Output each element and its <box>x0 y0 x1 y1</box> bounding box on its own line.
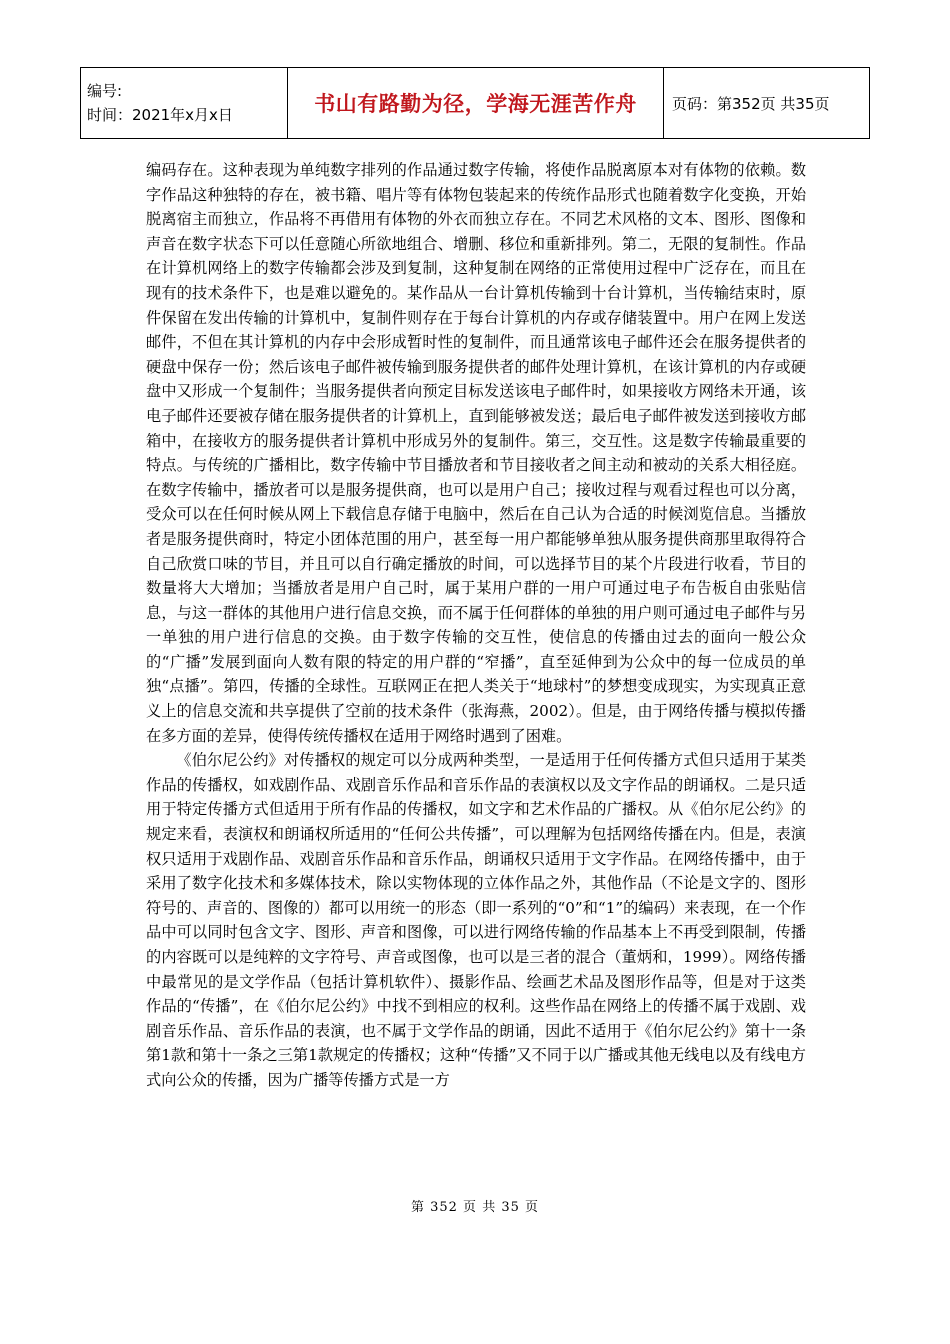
header-meta <box>81 68 288 139</box>
page-footer: 第 352 页 共 35 页 <box>410 1200 540 1215</box>
code-label: 编号: <box>87 82 123 100</box>
document-header <box>80 67 870 139</box>
date-label: 时间：2021年x月x日 <box>87 106 233 124</box>
header-motto: 书山有路勤为径，学海无涯苦作舟 <box>288 68 664 139</box>
body-paragraph: 编码存在。这种表现为单纯数字排列的作品通过数字传输，将使作品脱离原本对有体物的依赖。数字作品这种独特的存在，被书籍、唱片等有体物包装起来的传统作品形式也随着数字化变换，开始脱离宿主而独立，作品将不再借用有体物的外衣而独立存在。不同艺术风格的文本、图形、图像和声音在数字状态下可以任意随心所欲地组合、增删、移位和重新排列。第二，无限的复制性。作品在计算机网络上的数字传输都会涉及到复制，这种复制在网络的正常使用过程中广泛存在，而且在现有的技术条件下，也是难以避免的。某作品从一台计算机传输到十台计算机，当传输结束时，原件保留在发出传输的计算机中，复制件则存在于每台计算机的内存或存储装置中。用户在网上发送邮件，不但在其计算机的内存中会形成暂时性的复制件，而且通常该电子邮件还会在服务提供者的硬盘中保存一份；然后该电子邮件被传输到服务提供者的邮件处理计算机，在该计算机的内存或硬盘中又形成一个复制件；当服务提供者向预定目标发送该电子邮件时，如果接收方网络未开通，该电子邮件还要被存储在服务提供者的计算机上，直到能够被发送；最后电子邮件被发送到接收方邮箱中，在接收方的服务提供者计算机中形成另外的复制件。第三，交互性。这是数字传输最重要的特点。与传统的广播相比，数字传输中节目播放者和节目接收者之间主动和被动的关系大相径庭。在数字传输中，播放者可以是服务提供商，也可以是用户自己；接收过程与观看过程也可以分离，受众可以在任何时候从网上下载信息存储于电脑中，然后在自己认为合适的时候浏览信息。当播放者是服务提供商时，特定小团体范围的用户，甚至每一用户都能够单独从服务提供商那里取得符合自己欣赏口味的节目，并且可以自行确定播放的时间，可以选择节目的某个片段进行收看，节目的数量将大大增加；当播放者是用户自己时，属于某用户群的一用户可通过电子布告板自由张贴信息，与这一群体的其他用户进行信息交换，而不属于任何群体的单独的用户则可通过电子邮件与另一单独的用户进行信息的交换。由于数字传输的交互性，使信息的传播由过去的面向一般公众的“广播”发展到面向人数有限的特定的用户群的“窄播”，直至延伸到为公众中的每一位成员的单独“点播”。第四，传播的全球性。互联网正在把人类关于“地球村”的梦想变成现实，为实现真正意义上的信息交流和共享提供了空前的技术条件（张海燕，2002）。但是，由于网络传播与模拟传播在多方面的差异，使得传统传播权在适用于网络时遇到了困难。 <box>146 161 806 745</box>
body-paragraph: 《伯尔尼公约》对传播权的规定可以分成两种类型，一是适用于任何传播方式但只适用于某类作品的传播权，如戏剧作品、戏剧音乐作品和音乐作品的表演权以及文字作品的朗诵权。二是只适用于特定传播方式但适用于所有作品的传播权，如文字和艺术作品的广播权。从《伯尔尼公约》的规定来看，表演权和朗诵权所适用的“任何公共传播”，可以理解为包括网络传播在内。但是，表演权只适用于戏剧作品、戏剧音乐作品和音乐作品，朗诵权只适用于文字作品。在网络传播中，由于采用了数字化技术和多媒体技术，除以实物体现的立体作品之外，其他作品（不论是文字的、图形符号的、声音的、图像的）都可以用统一的形态（即一系列的“0”和“1”的编码）来表现，在一个作品中可以同时包含文字、图形、声音和图像，可以进行网络传输的作品基本上不再受到限制，传播的内容既可以是纯粹的文字符号、声音或图像，也可以是三者的混合（董炳和，1999）。网络传播中最常见的是文学作品（包括计算机软件）、摄影作品、绘画艺术品及图形作品等，但是对于这类作品的“传播”，在《伯尔尼公约》中找不到相应的权利。这些作品在网络上的传播不属于戏剧、戏剧音乐作品、音乐作品的表演，也不属于文学作品的朗诵，因此不适用于《伯尔尼公约》第十一条第1款和第十一条之三第1款规定的传播权；这种“传播”又不同于以广播或其他无线电以及有线电方式向公众的传播，因为广播等传播方式是一方 <box>146 751 806 1089</box>
header-page-info: 页码：第352页 共35页 <box>664 68 870 139</box>
document-body <box>146 158 806 1093</box>
